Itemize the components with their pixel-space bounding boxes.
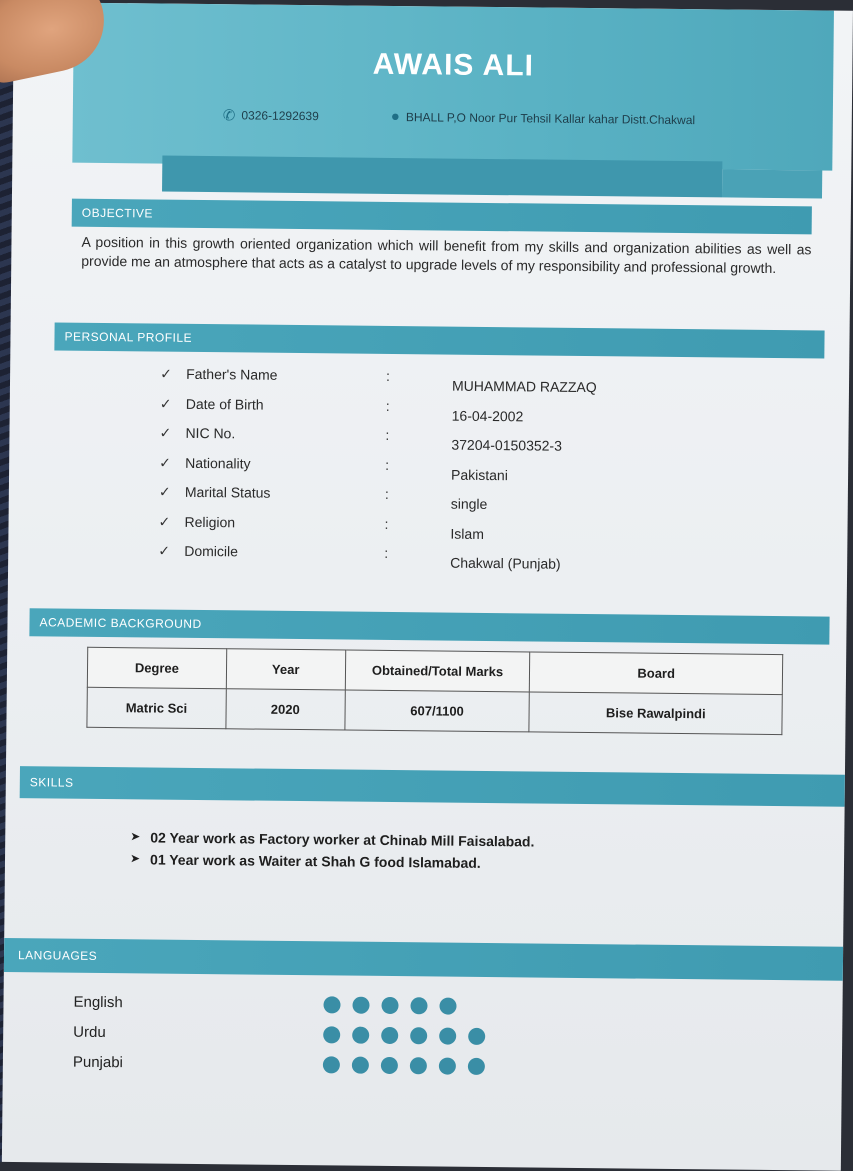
level-dot — [468, 1027, 485, 1044]
academic-table — [86, 647, 783, 735]
table-cell-year: 2020 — [226, 689, 345, 730]
level-dot — [410, 1027, 427, 1044]
header-banner — [72, 3, 834, 171]
profile-value: single — [450, 495, 488, 512]
language-row — [73, 1047, 573, 1082]
check-icon: ✓ — [159, 424, 172, 441]
level-dot — [439, 997, 456, 1014]
check-icon: ✓ — [160, 365, 172, 382]
table-row — [87, 687, 782, 734]
check-icon: ✓ — [159, 395, 172, 412]
language-level-dots — [323, 996, 456, 1014]
profile-value: 16-04-2002 — [451, 407, 524, 424]
languages-section-bar — [4, 938, 843, 981]
level-dot — [410, 1057, 427, 1074]
personal-profile-section-bar — [54, 322, 824, 358]
arrow-bullet-icon: ➤ — [129, 851, 141, 866]
table-header-degree: Degree — [87, 647, 226, 688]
level-dot — [439, 1057, 456, 1074]
objective-title: OBJECTIVE — [81, 205, 154, 221]
table-cell-degree: Matric Sci — [87, 687, 226, 728]
level-dot — [381, 996, 398, 1013]
languages-title: LANGUAGES — [17, 948, 98, 963]
level-dot — [323, 996, 340, 1013]
skills-list — [130, 829, 535, 877]
skills-title: SKILLS — [29, 775, 74, 790]
check-icon: ✓ — [158, 513, 171, 530]
arrow-bullet-icon: ➤ — [130, 829, 141, 844]
header-band — [162, 156, 722, 198]
profile-list — [158, 366, 680, 578]
profile-colon: : — [385, 456, 390, 473]
phone-icon: ✆ — [222, 107, 236, 125]
table-cell-marks: 607/1100 — [345, 690, 530, 732]
level-dot — [410, 997, 427, 1014]
skill-text: 02 Year work as Factory worker at Chinab Mill Faisalabad. — [150, 829, 535, 850]
profile-colon: : — [386, 367, 391, 384]
profile-row — [158, 543, 678, 578]
skills-section-bar — [20, 766, 845, 807]
address-text: BHALL P,O Noor Pur Tehsil Kallar kahar Distt.Chakwal — [405, 109, 696, 127]
profile-value: 37204-0150352-3 — [451, 436, 563, 454]
list-item — [130, 851, 534, 877]
profile-value: MUHAMMAD RAZZAQ — [451, 377, 597, 396]
objective-text: A position in this growth oriented organization which will benefit from my skills and organization abilities as well as provide me an atmosphere that acts as a catalyst to upgrade levels of my responsibility and professional growth. — [81, 233, 812, 276]
profile-colon: : — [385, 397, 390, 414]
profile-label: NIC No. — [185, 424, 236, 442]
objective-section-bar — [72, 199, 812, 235]
level-dot — [439, 1027, 456, 1044]
table-header-year: Year — [226, 649, 345, 690]
profile-label: Marital Status — [184, 483, 271, 501]
profile-colon: : — [384, 515, 389, 532]
languages-list — [73, 987, 574, 1082]
level-dot — [323, 1056, 340, 1073]
level-dot — [323, 1026, 340, 1043]
profile-value: Islam — [450, 525, 484, 542]
check-icon: ✓ — [158, 542, 171, 559]
table-header-marks: Obtained/Total Marks — [345, 650, 530, 692]
level-dot — [352, 996, 369, 1013]
level-dot — [352, 1026, 369, 1043]
level-dot — [381, 1056, 398, 1073]
profile-value: Chakwal (Punjab) — [450, 554, 561, 572]
check-icon: ✓ — [158, 483, 171, 500]
level-dot — [352, 1056, 369, 1073]
address-contact — [391, 108, 695, 128]
language-name: English — [73, 993, 123, 1011]
table-cell-board: Bise Rawalpindi — [529, 692, 782, 735]
language-name: Punjabi — [72, 1053, 124, 1071]
phone-number: 0326-1292639 — [241, 108, 319, 124]
profile-label: Religion — [184, 513, 236, 530]
profile-colon: : — [384, 485, 389, 502]
language-name: Urdu — [73, 1023, 106, 1041]
phone-contact — [223, 106, 319, 125]
check-icon: ✓ — [159, 454, 172, 471]
language-level-dots — [323, 1026, 485, 1045]
profile-colon: : — [385, 426, 390, 443]
profile-colon: : — [384, 544, 389, 561]
profile-label: Nationality — [185, 454, 251, 472]
academic-title: ACADEMIC BACKGROUND — [39, 615, 202, 631]
personal-profile-title: PERSONAL PROFILE — [64, 329, 193, 345]
profile-label: Date of Birth — [185, 395, 264, 413]
table-header-board: Board — [530, 652, 783, 695]
header-band-right — [722, 169, 822, 198]
person-location-icon: ● — [390, 107, 400, 126]
academic-section-bar — [29, 608, 829, 644]
candidate-name: AWAIS ALI — [372, 47, 535, 83]
profile-label: Father's Name — [186, 365, 278, 383]
profile-value: Pakistani — [450, 466, 508, 483]
level-dot — [468, 1057, 485, 1074]
level-dot — [381, 1026, 398, 1043]
skill-text: 01 Year work as Waiter at Shah G food Islamabad. — [150, 851, 481, 871]
resume-page — [2, 2, 853, 1171]
language-level-dots — [323, 1056, 485, 1075]
profile-label: Domicile — [184, 542, 239, 560]
